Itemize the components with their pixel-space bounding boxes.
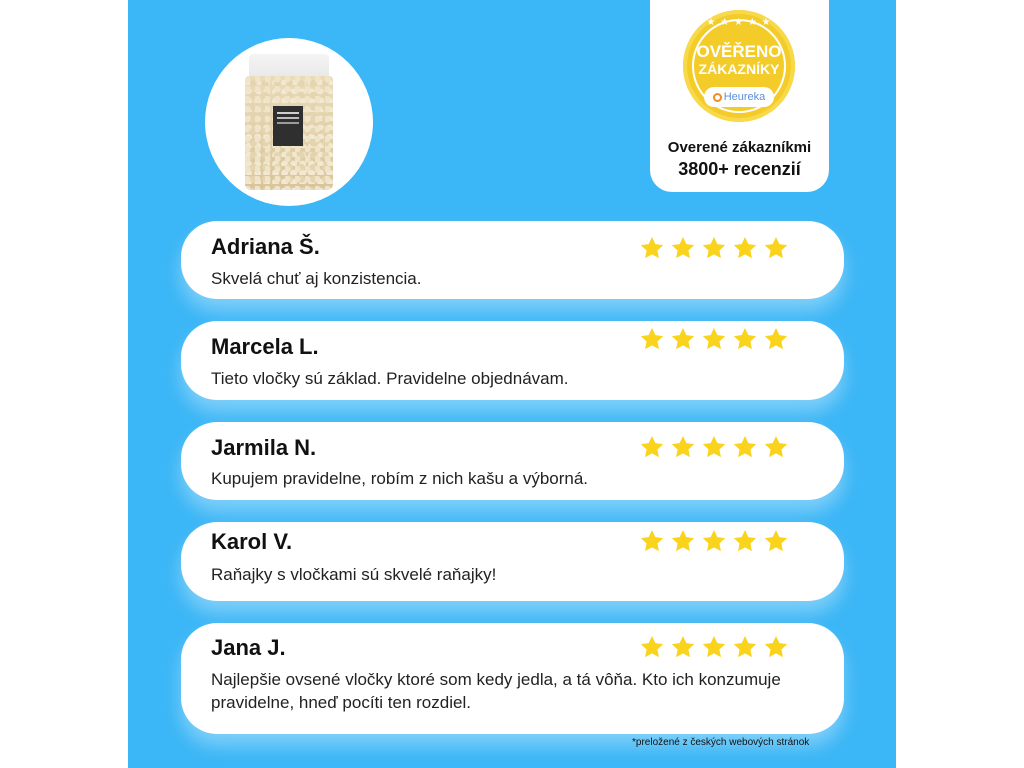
badge-caption: Overené zákazníkmi [667,139,812,156]
heureka-logo [704,87,774,107]
star-icon [639,434,665,460]
review-text: Kupujem pravidelne, robím z nich kašu a výborná. [211,469,589,488]
translation-footnote: *preložené z českých webových stránok [632,737,810,748]
review-text: Raňajky s vločkami sú skvelé raňajky! [211,565,497,584]
star-icon [732,235,758,261]
star-icon [639,326,665,352]
star-icon [670,235,696,261]
heureka-seal [683,10,795,122]
reviewer-name: Jarmila N. [211,435,317,460]
review-text: Tieto vločky sú základ. Pravidelne objednávam. [211,369,569,388]
review-text: Najlepšie ovsené vločky ktoré som kedy jedla, a tá vôňa. Kto ich konzumuje pravidelne, hneď pocíti ten rozdiel. [211,670,781,712]
star-icon [670,326,696,352]
verified-badge-card [650,0,829,192]
oat-flakes-bag-icon [243,54,335,190]
review-card [181,422,844,500]
star-icon [732,634,758,660]
star-icon [701,634,727,660]
seal-subtitle: ZÁKAZNÍKY [698,61,780,77]
reviewer-name: Marcela L. [211,334,319,359]
star-icon [732,528,758,554]
review-card [181,321,844,400]
star-icon [639,235,665,261]
product-image [205,38,373,206]
star-icon [763,634,789,660]
star-icon [639,634,665,660]
star-icon [701,326,727,352]
review-text: Skvelá chuť aj konzistencia. [211,269,422,288]
star-rating [639,326,809,354]
reviewer-name: Karol V. [211,529,293,554]
seal-title: OVĚŘENO [696,42,782,61]
star-icon [670,528,696,554]
review-card [181,522,844,601]
star-rating [639,528,809,556]
star-icon [732,326,758,352]
review-count: 3800+ recenzií [678,159,801,179]
star-icon [701,235,727,261]
review-card [181,623,844,734]
heureka-brand-text: Heureka [723,90,766,103]
heureka-icon [713,93,722,102]
star-icon [701,528,727,554]
star-icon [763,434,789,460]
star-icon [670,634,696,660]
star-icon [670,434,696,460]
review-card [181,221,844,299]
star-icon [701,434,727,460]
star-icon [763,235,789,261]
star-icon [763,326,789,352]
star-rating [639,434,809,462]
star-icon [763,528,789,554]
star-icon [732,434,758,460]
star-icon [639,528,665,554]
reviewer-name: Adriana Š. [211,234,320,259]
seal-stars: ★ ★ ★ ★ ★ [706,17,772,28]
reviewer-name: Jana J. [211,635,286,660]
star-rating [639,235,809,263]
star-rating [639,634,809,662]
